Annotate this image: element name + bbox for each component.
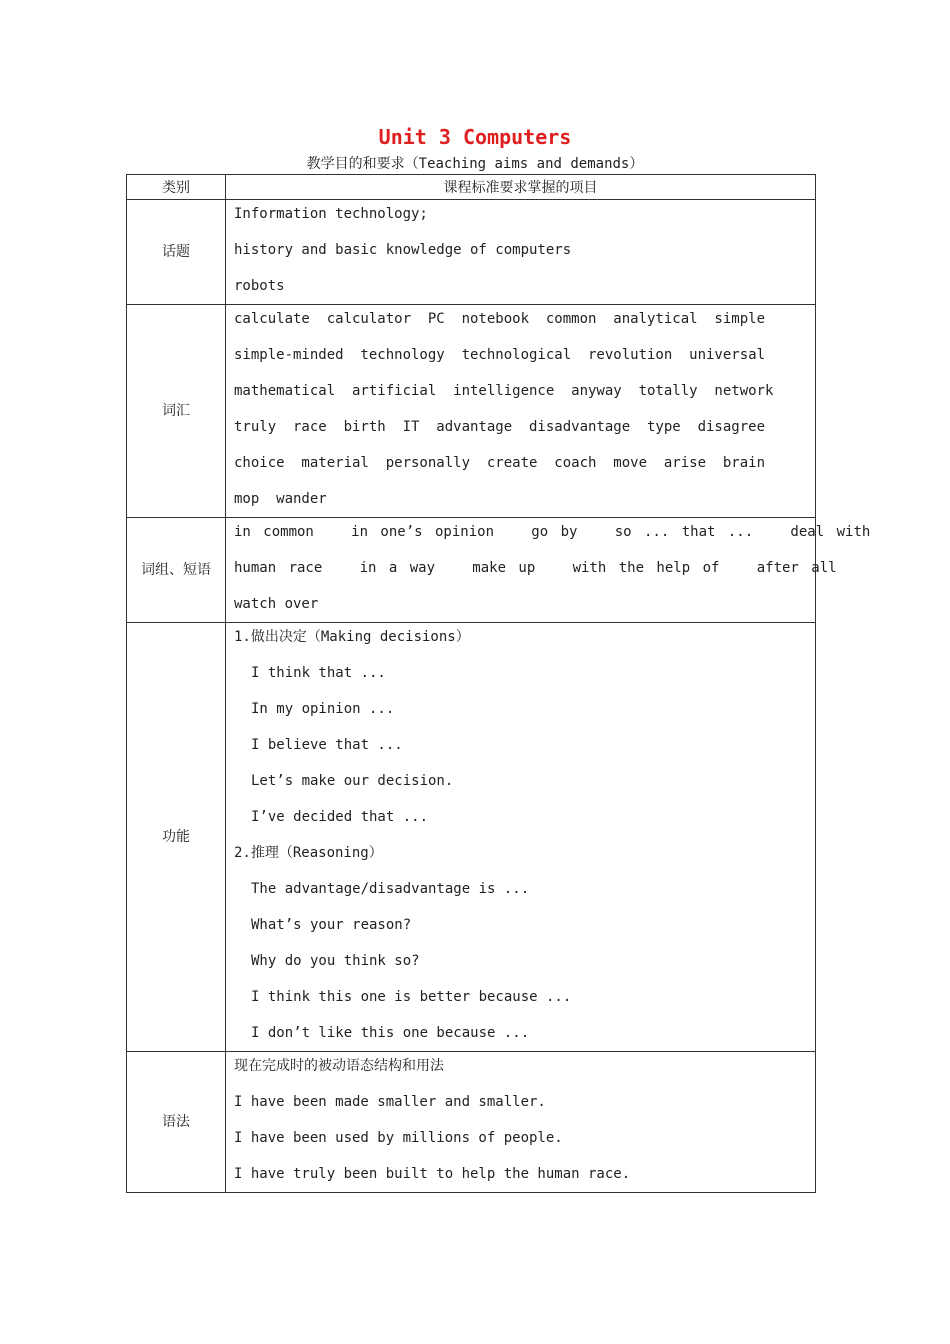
table-row-topic (127, 200, 816, 305)
content-line: mathematical artificial intelligence anyway totally network (234, 383, 774, 399)
content-line: I think that ... (251, 665, 386, 681)
content-line: In my opinion ... (251, 701, 395, 717)
content-line: 1.做出决定（Making decisions） (234, 629, 470, 645)
content-line: Information technology; (234, 206, 428, 222)
content-line: I have been used by millions of people. (234, 1130, 563, 1146)
content-line: I think this one is better because ... (251, 989, 572, 1005)
content-cell (226, 1052, 816, 1193)
content-line: mop wander (234, 491, 327, 507)
header-category: 类别 (127, 175, 226, 200)
table-row-phrases (127, 518, 816, 623)
content-line: I have truly been built to help the human race. (234, 1166, 631, 1182)
content-line: history and basic knowledge of computers (234, 242, 572, 258)
content-line: human race in a way make up with the help of after all (234, 560, 837, 576)
content-line: watch over (234, 596, 319, 612)
table-row-functions (127, 623, 816, 1052)
content-line: I’ve decided that ... (251, 809, 429, 825)
content-line: robots (234, 278, 285, 294)
page-title: Unit 3 Computers (378, 125, 572, 149)
category-cell: 词汇 (127, 305, 226, 518)
table-header-row (127, 175, 816, 200)
content-line: I don’t like this one because ... (251, 1025, 530, 1041)
table-row-vocabulary (127, 305, 816, 518)
content-line: Why do you think so? (251, 953, 420, 969)
content-line: What’s your reason? (251, 917, 412, 933)
content-cell (226, 518, 871, 623)
content-line: in common in one’s opinion go by so ... that ... deal with (234, 524, 871, 540)
content-line: I have been made smaller and smaller. (234, 1094, 546, 1110)
content-line: simple-minded technology technological revolution universal (234, 347, 766, 363)
content-line: choice material personally create coach move arise brain (234, 455, 766, 471)
content-line: Let’s make our decision. (251, 773, 454, 789)
category-cell (127, 518, 226, 623)
page-subtitle: 教学目的和要求（Teaching aims and demands） (306, 156, 644, 172)
content-line: 现在完成时的被动语态结构和用法 (234, 1058, 444, 1074)
content-line: calculate calculator PC notebook common analytical simple (234, 311, 766, 327)
table-row-grammar (127, 1052, 816, 1193)
header-items: 课程标准要求掌握的项目 (226, 175, 816, 200)
curriculum-table (126, 174, 871, 1193)
category-cell: 语法 (127, 1052, 226, 1193)
category-cell: 话题 (127, 200, 226, 305)
content-cell (226, 200, 816, 305)
content-line: 2.推理（Reasoning） (234, 845, 383, 861)
content-cell (226, 623, 816, 1052)
content-line: I believe that ... (251, 737, 403, 753)
category-text: 词组、短语 (141, 562, 211, 578)
category-cell: 功能 (127, 623, 226, 1052)
content-line: truly race birth IT advantage disadvantage type disagree (234, 419, 766, 435)
content-line: The advantage/disadvantage is ... (251, 881, 530, 897)
content-cell (226, 305, 816, 518)
